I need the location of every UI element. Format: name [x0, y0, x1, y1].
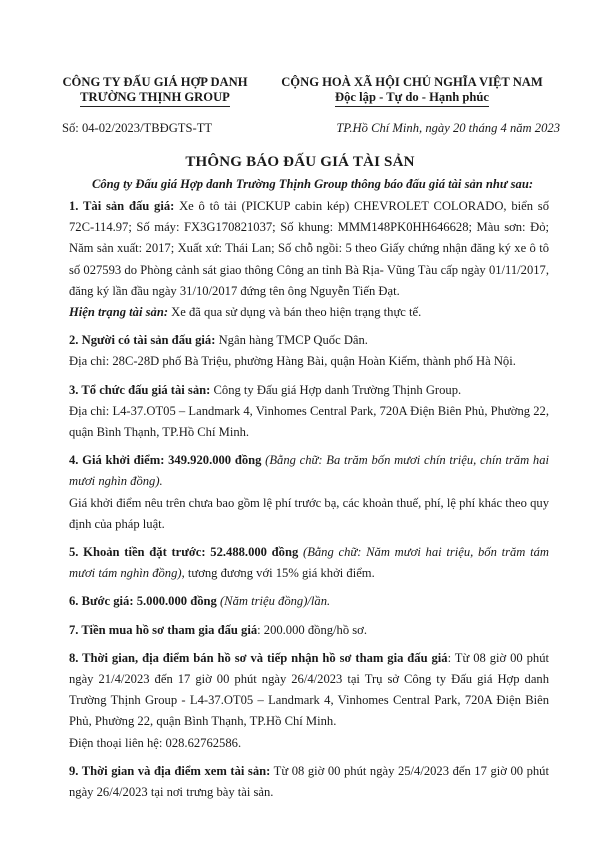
document-number: Số: 04-02/2023/TBĐGTS-TT [62, 121, 213, 135]
section-5-words: (Bằng chữ: Năm mươi hai triệu, bốn trăm tám mươi tám nghìn đồng) [69, 545, 549, 581]
section-2-label: 2. Người có tài sản đấu giá: [69, 333, 216, 348]
section-8-phone: Điện thoại liên hệ: 028.62762586. [69, 735, 242, 750]
company-header [50, 75, 260, 107]
section-6-label: 6. Bước giá: 5.000.000 đồng [69, 594, 217, 609]
section-3-address: Địa chỉ: L4-37.OT05 – Landmark 4, Vinhomes Central Park, 720A Điện Biên Phủ, Phường 22, quận Bình Thạnh, TP.Hồ Chí Minh. [69, 403, 549, 440]
asset-status [69, 302, 549, 323]
section-3-label: 3. Tổ chức đấu giá tài sản: [69, 382, 211, 397]
section-2-text: Ngân hàng TMCP Quốc Dân. [215, 333, 368, 348]
section-7-text: : 200.000 đồng/hồ sơ. [257, 622, 367, 637]
section-4-starting-price [69, 450, 549, 492]
nation-title: CỘNG HOÀ XÃ HỘI CHỦ NGHĨA VIỆT NAM [281, 75, 543, 89]
section-5-deposit [69, 542, 549, 584]
section-9-text: Từ 08 giờ 00 phút ngày 25/4/2023 đến 17 giờ 00 phút ngày 26/4/2023 tại nơi trưng bày tài sản. [69, 763, 549, 800]
document-body [69, 196, 549, 803]
page-title: THÔNG BÁO ĐẤU GIÁ TÀI SẢN [185, 154, 415, 170]
asset-status-label: Hiện trạng tài sản: [69, 305, 169, 320]
section-1-text: Xe ô tô tải (PICKUP cabin kép) CHEVROLET COLORADO, biển số 72C-114.97; Số máy: FX3G170821037; Số khung: MMM148PK0HH646628; Màu sơn: Đỏ; Năm sản xuất: 2017; Xuất xứ: Thái Lan; Số chỗ ngồi: 5 theo Giấy chứng nhận đăng ký xe ô tô số 027593 do Phòng cảnh sát giao thông Công an tỉnh Bà Rịa- Vũng Tàu cấp ngày 01/11/2017, đăng ký lần đầu ngày 31/10/2017 đứng tên ông Nguyễn Tiến Đạt. [69, 199, 549, 298]
national-motto: Độc lập - Tự do - Hạnh phúc [335, 90, 489, 107]
document-date: TP.Hồ Chí Minh, ngày 20 tháng 4 năm 2023 [336, 121, 560, 135]
section-6-bid-step [69, 591, 549, 612]
section-8-label: 8. Thời gian, địa điểm bán hồ sơ và tiếp nhận hồ sơ tham gia đấu giá [69, 650, 448, 665]
company-name-line1: CÔNG TY ĐẤU GIÁ HỢP DANH [62, 75, 248, 89]
section-8-text: : Từ 08 giờ 00 phút ngày 21/4/2023 đến 17 giờ 00 phút ngày 26/4/2023 tại Trụ sở Công ty Đấu giá Hợp danh Trường Thịnh Group - L4-37.OT05 – Landmark 4, Vinhomes Central Park, 720A Điện Biên Phủ, Phường 22, quận Bình Thạnh, TP.Hồ Chí Minh. [69, 650, 549, 729]
section-4-note: Giá khởi điểm nêu trên chưa bao gồm lệ phí trước bạ, các khoản thuế, phí, lệ phí khác theo quy định của pháp luật. [69, 495, 549, 531]
section-5-label: 5. Khoản tiền đặt trước: 52.488.000 đồng [69, 545, 299, 560]
section-1-label: 1. Tài sản đấu giá: [69, 199, 175, 213]
section-5-text: , tương đương với 15% giá khởi điểm. [181, 566, 375, 581]
section-7-dossier-fee [69, 620, 549, 641]
section-3-text: Công ty Đấu giá Hợp danh Trường Thịnh Group. [210, 382, 462, 397]
section-6-words: (Năm triệu đồng)/lần. [216, 594, 331, 609]
section-7-label: 7. Tiền mua hồ sơ tham gia đấu giá [69, 622, 258, 637]
section-9-viewing [69, 761, 549, 803]
section-8-dossier-time-place [69, 648, 549, 733]
intro-line: Công ty Đấu giá Hợp danh Trường Thịnh Group thông báo đấu giá tài sản như sau: [91, 177, 534, 191]
section-3-organizer [69, 380, 549, 401]
section-2-address: Địa chỉ: 28C-28D phố Bà Triệu, phường Hàng Bài, quận Hoàn Kiếm, thành phố Hà Nội. [69, 354, 516, 369]
section-9-label: 9. Thời gian và địa điểm xem tài sản: [69, 763, 271, 778]
company-name-line2: TRƯỜNG THỊNH GROUP [80, 90, 230, 107]
national-header [262, 75, 562, 107]
asset-status-text: Xe đã qua sử dụng và bán theo hiện trạng thực tế. [168, 305, 422, 320]
section-1-asset [69, 196, 549, 302]
section-2-owner [69, 330, 549, 351]
section-4-words: (Bằng chữ: Ba trăm bốn mươi chín triệu, chín trăm hai mươi nghìn đồng). [69, 453, 549, 489]
section-4-label: 4. Giá khởi điểm: 349.920.000 đồng [69, 453, 262, 468]
